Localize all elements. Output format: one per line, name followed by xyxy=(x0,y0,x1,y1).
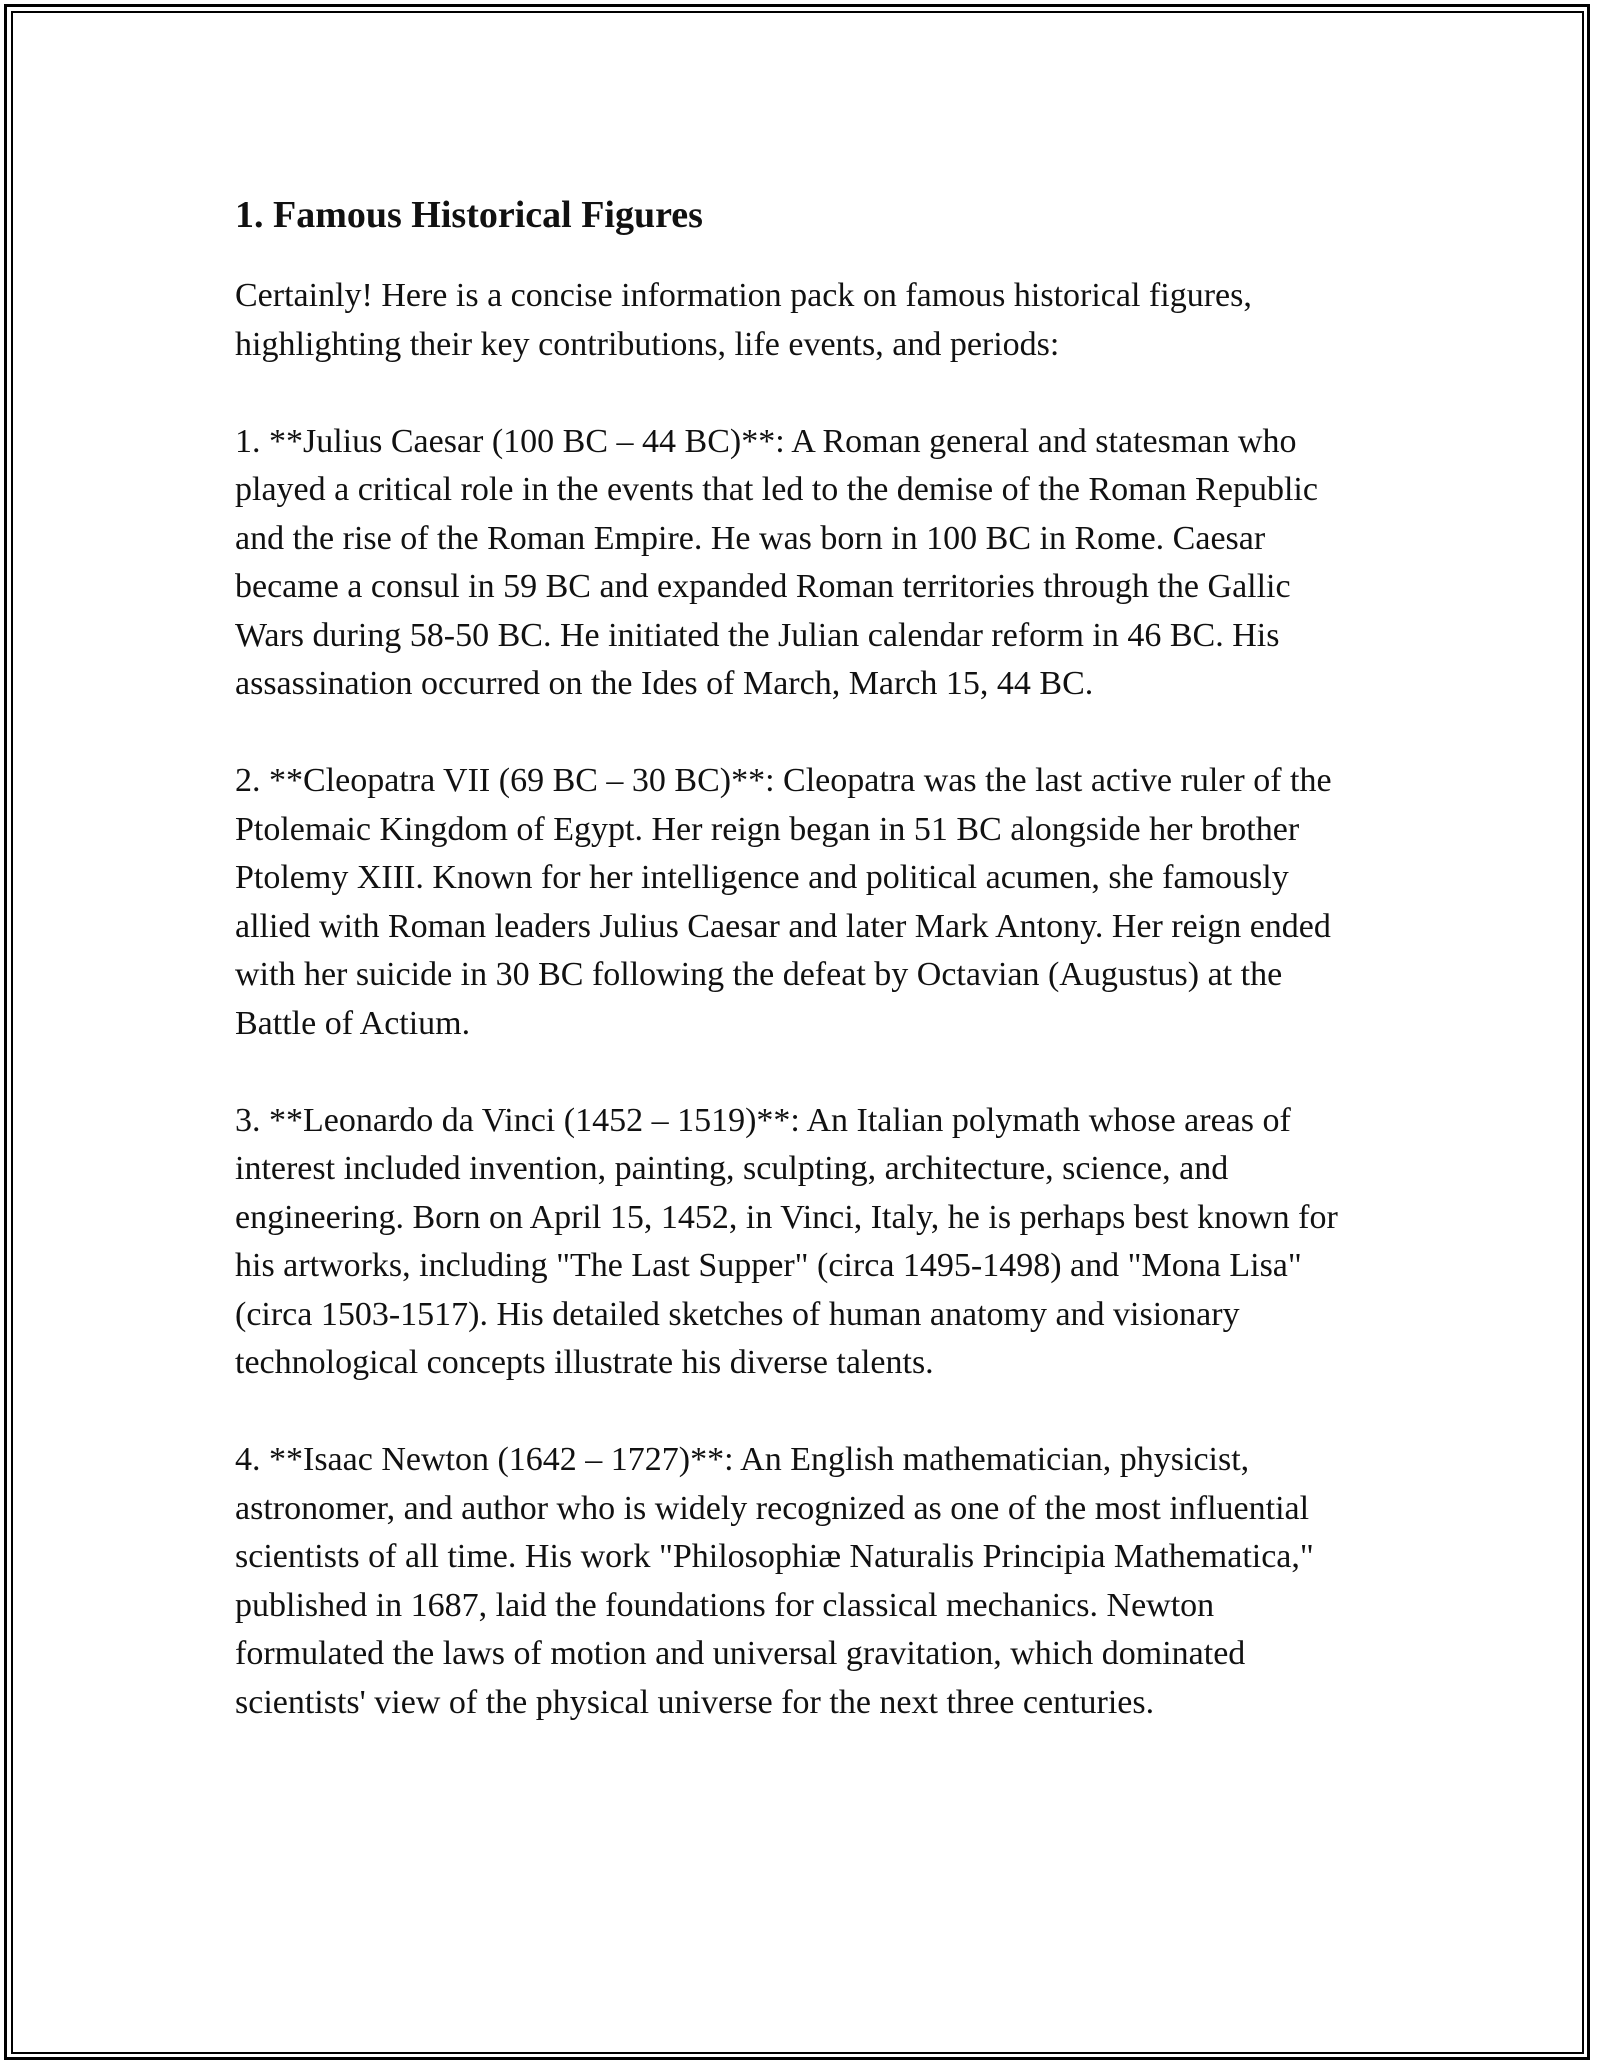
paragraph-cleopatra: 2. **Cleopatra VII (69 BC – 30 BC)**: Cleopatra was the last active ruler of the Ptolemaic Kingdom of Egypt. Her reign began in 51 BC alongside her brother Ptolemy XIII. Known for her intelligence and political acumen, she famously allied with Roman leaders Julius Caesar and later Mark Antony. Her reign ended with her suicide in 30 BC following the defeat by Octavian (Augustus) at the Battle of Actium. xyxy=(235,762,1332,1042)
page-title: 1. Famous Historical Figures xyxy=(235,194,703,236)
paragraph-leonardo-da-vinci: 3. **Leonardo da Vinci (1452 – 1519)**: An Italian polymath whose areas of interest included invention, painting, sculpting, architecture, science, and engineering. Born on April 15, 1452, in Vinci, Italy, he is perhaps best known for his artworks, including "The Last Supper" (circa 1495-1498) and "Mona Lisa" (circa 1503-1517). His detailed sketches of human anatomy and visionary technological concepts illustrate his diverse talents. xyxy=(235,1101,1338,1381)
intro-paragraph: Certainly! Here is a concise information pack on famous historical figures, highlighting their key contributions, life events, and periods: xyxy=(235,277,1252,363)
paragraph-isaac-newton: 4. **Isaac Newton (1642 – 1727)**: An English mathematician, physicist, astronomer, and author who is widely recognized as one of the most influential scientists of all time. His work "Philosophiæ Naturalis Principia Mathematica," published in 1687, laid the foundations for classical mechanics. Newton formulated the laws of motion and universal gravitation, which dominated scientists' view of the physical universe for the next three centuries. xyxy=(235,1441,1314,1721)
document-body xyxy=(235,180,1365,1776)
paragraph-julius-caesar: 1. **Julius Caesar (100 BC – 44 BC)**: A Roman general and statesman who played a critical role in the events that led to the demise of the Roman Republic and the rise of the Roman Empire. He was born in 100 BC in Rome. Caesar became a consul in 59 BC and expanded Roman territories through the Gallic Wars during 58-50 BC. He initiated the Julian calendar reform in 46 BC. His assassination occurred on the Ides of March, March 15, 44 BC. xyxy=(235,422,1318,702)
